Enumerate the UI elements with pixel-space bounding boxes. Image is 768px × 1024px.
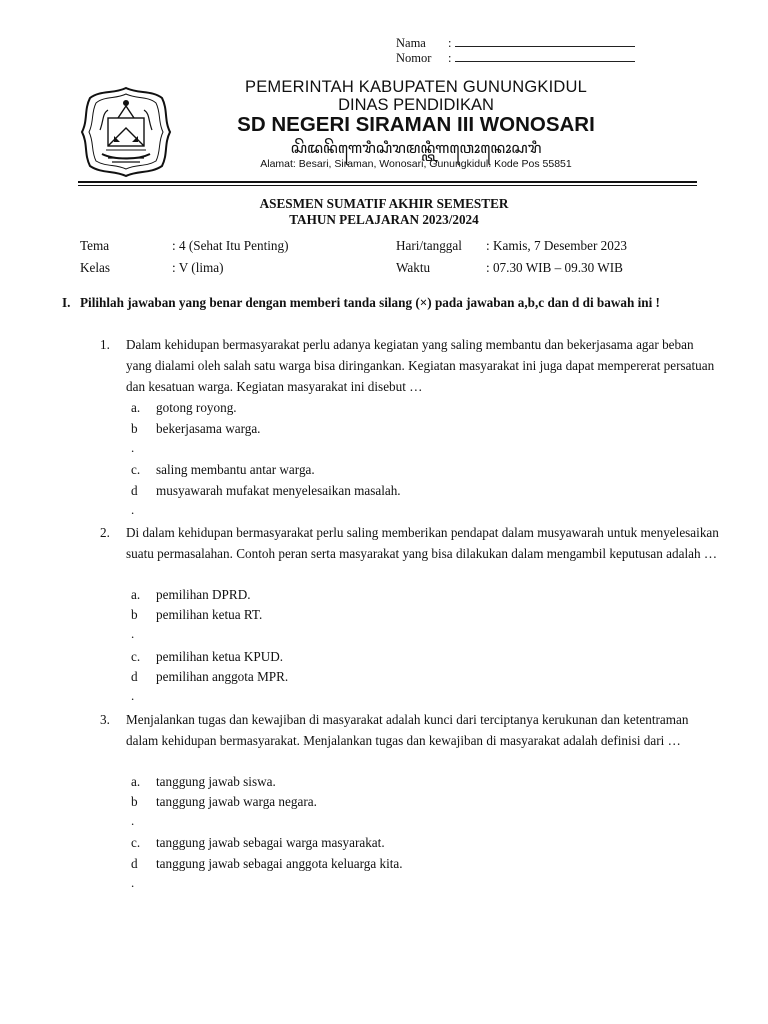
name-separator: : — [448, 36, 452, 50]
time-value: : 07.30 WIB – 09.30 WIB — [486, 260, 623, 275]
name-field[interactable] — [396, 36, 635, 51]
section-instruction — [62, 292, 752, 314]
option-text: pemilihan ketua RT. — [156, 607, 263, 622]
date-value: : Kamis, 7 Desember 2023 — [486, 238, 628, 253]
option-letter: c. — [131, 462, 141, 477]
option-text: musyawarah mufakat menyelesaikan masalah. — [156, 483, 401, 498]
option-letter: a. — [131, 587, 141, 602]
letterhead-divider-thin — [78, 185, 697, 186]
option-letter: d — [131, 483, 138, 498]
option-text: gotong royong. — [156, 400, 237, 415]
question-number: 2. — [100, 525, 110, 540]
option-letter: b — [131, 421, 138, 436]
option-text: tanggung jawab siswa. — [156, 774, 276, 789]
option-letter: a. — [131, 774, 141, 789]
option-text: tanggung jawab warga negara. — [156, 794, 317, 809]
instruction-text: Pilihlah jawaban yang benar dengan memberi tanda silang (×) pada jawaban a,b,c dan d di bawah ini ! — [80, 295, 660, 310]
school-address: Alamat: Besari, Siraman, Wonosari, Gunungkidul. Kode Pos 55851 — [260, 158, 572, 170]
question-text: Di dalam kehidupan bermasyarakat perlu saling memberikan pendapat dalam musyawarah untuk menyelesaikan suatu permasalahan. Contoh peran serta masyarakat yang bisa dilakukan dalam mengambil keputusan adalah … — [126, 525, 719, 561]
number-line[interactable] — [455, 51, 635, 62]
javanese-script-line: ꦱꦼꦢꦤꦼꦒꦺꦫꦶꦱꦶꦫꦩꦤ꧀ꦠꦶꦒꦮꦺꦴꦤꦺꦴꦱꦫꦶ — [290, 141, 542, 157]
option-text: pemilihan ketua KPUD. — [156, 649, 284, 664]
option-letter: a. — [131, 400, 141, 415]
exam-title: ASESMEN SUMATIF AKHIR SEMESTER — [259, 196, 509, 211]
time-label: Waktu — [396, 260, 431, 275]
tema-value: : 4 (Sehat Itu Penting) — [172, 238, 289, 253]
number-label: Nomor — [396, 51, 432, 65]
option-text: bekerjasama warga. — [156, 421, 261, 436]
stray-dot: . — [131, 813, 135, 828]
question-number: 1. — [100, 337, 110, 352]
option-text: pemilihan anggota MPR. — [156, 669, 289, 684]
option-letter: d — [131, 856, 138, 871]
option-letter: b — [131, 794, 138, 809]
question-1 — [100, 334, 720, 397]
option-text: pemilihan DPRD. — [156, 587, 251, 602]
question-number: 3. — [100, 712, 110, 727]
number-field[interactable] — [396, 51, 635, 66]
name-line[interactable] — [455, 36, 635, 47]
option-letter: c. — [131, 649, 141, 664]
option-letter: d — [131, 669, 138, 684]
question-2 — [100, 522, 720, 564]
government-heading: PEMERINTAH KABUPATEN GUNUNGKIDUL — [245, 78, 587, 96]
option-letter: c. — [131, 835, 141, 850]
option-text: saling membantu antar warga. — [156, 462, 315, 477]
name-label: Nama — [396, 36, 426, 50]
question-text: Menjalankan tugas dan kewajiban di masyarakat adalah kunci dari terciptanya kerukunan dan ketentraman dalam kehidupan bermasyarakat. Menjalankan tugas dan kewajiban di masyarakat adalah definisi dari … — [126, 712, 689, 748]
kelas-value: : V (lima) — [172, 260, 224, 275]
stray-dot: . — [131, 875, 135, 890]
letterhead-divider — [78, 181, 697, 183]
kelas-label: Kelas — [80, 260, 111, 275]
option-text: tanggung jawab sebagai warga masyarakat. — [156, 835, 385, 850]
option-letter: b — [131, 607, 138, 622]
stray-dot: . — [131, 688, 135, 703]
stray-dot: . — [131, 502, 135, 517]
department-heading: DINAS PENDIDIKAN — [338, 96, 494, 114]
question-3 — [100, 709, 720, 751]
number-separator: : — [448, 51, 452, 65]
option-text: tanggung jawab sebagai anggota keluarga kita. — [156, 856, 403, 871]
stray-dot: . — [131, 626, 135, 641]
tema-label: Tema — [80, 238, 110, 253]
question-text: Dalam kehidupan bermasyarakat perlu adanya kegiatan yang saling membantu dan bekerjasama agar beban yang dialami oleh salah satu warga bisa diringankan. Kegiatan masyarakat ini juga dapat mempererat persatuan dan kesatuan warga. Kegiatan masyarakat ini disebut … — [126, 337, 715, 394]
section-number: I. — [62, 295, 71, 310]
gunungkidul-emblem-icon — [78, 84, 174, 180]
exam-year: TAHUN PELAJARAN 2023/2024 — [289, 212, 479, 227]
stray-dot: . — [131, 440, 135, 455]
school-name: SD NEGERI SIRAMAN III WONOSARI — [237, 113, 595, 136]
date-label: Hari/tanggal — [396, 238, 462, 253]
